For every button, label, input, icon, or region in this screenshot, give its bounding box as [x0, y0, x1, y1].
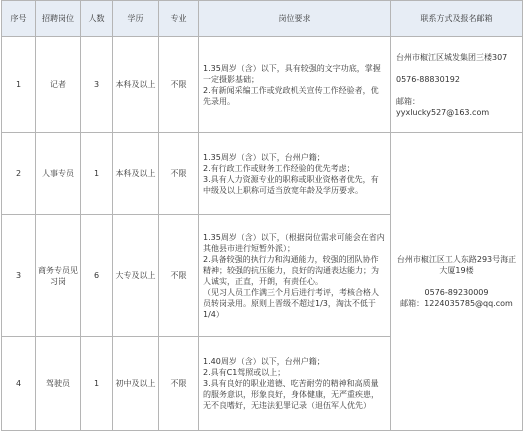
contact-address: 台州市椒江区工人东路293号海正大厦19楼 — [396, 255, 517, 275]
contact-address: 台州市椒江区城发集团三楼307 — [396, 52, 508, 62]
cell-position: 人事专员 — [36, 133, 81, 215]
requirement-line: 2.具有C1驾照或以上； — [203, 368, 286, 377]
cell-no: 3 — [2, 215, 36, 337]
contact-email: yyxlucky527@163.com — [396, 107, 490, 117]
contact-phone: 0576-88830192 — [396, 74, 460, 84]
cell-no: 4 — [2, 337, 36, 431]
cell-requirements — [199, 37, 391, 133]
cell-requirements — [199, 215, 391, 337]
contact-phone: 0576-89230009 — [424, 288, 489, 297]
header-no: 序号 — [2, 1, 36, 37]
requirement-line: 2.有新闻采编工作或党政机关宣传工作经验者，优先录用。 — [203, 85, 379, 106]
contact-email-label: 邮箱： — [396, 96, 420, 106]
cell-position: 商务专员见习岗 — [36, 215, 81, 337]
requirement-line: 1.35周岁（含）以下，台州户籍； — [203, 152, 325, 162]
requirement-line: 3.具有人力资源专业的职称或职业资格者优先，有中级及以上职称可适当放宽年龄及学历要求。 — [203, 174, 379, 195]
cell-requirements — [199, 133, 391, 215]
header-education: 学历 — [113, 1, 159, 37]
requirement-line: 3.具有良好的职业道德、吃苦耐劳的精神和高质量的服务意识，形象良好，身体健康，无严重疾患，无不良嗜好，无违法犯罪记录（退伍军人优先） — [203, 379, 379, 410]
recruitment-table — [1, 0, 523, 431]
cell-count: 3 — [81, 37, 113, 133]
cell-major: 不限 — [159, 215, 199, 337]
cell-education: 初中及以上 — [113, 337, 159, 431]
cell-major: 不限 — [159, 133, 199, 215]
table-row — [2, 37, 523, 133]
header-position: 招聘岗位 — [36, 1, 81, 37]
requirement-line: 2.有行政工作或财务工作经验的优先考虑； — [203, 163, 355, 173]
header-requirements: 岗位要求 — [199, 1, 391, 37]
cell-no: 2 — [2, 133, 36, 215]
cell-position: 记者 — [36, 37, 81, 133]
header-row — [2, 1, 523, 37]
table-row — [2, 133, 523, 215]
cell-major: 不限 — [159, 37, 199, 133]
requirement-line: （见习人员工作满三个月后进行考评，考核合格人员转岗录用。原则上晋级不超过1/3，淘汰不低于1/4） — [203, 287, 379, 319]
cell-position: 驾驶员 — [36, 337, 81, 431]
header-contact: 联系方式及报名邮箱 — [391, 1, 523, 37]
cell-count: 1 — [81, 133, 113, 215]
cell-education: 本科及以上 — [113, 133, 159, 215]
requirement-line: 1.35周岁（含）以下，具有较强的文字功底，掌握一定摄影基础； — [203, 63, 381, 84]
header-major: 专业 — [159, 1, 199, 37]
cell-count: 1 — [81, 337, 113, 431]
requirement-line: 1.35周岁（含）以下，（根据岗位需求可能会在省内其他县市进行短暂外派）； — [203, 232, 385, 253]
requirement-line: 1.40周岁（含）以下，台州户籍； — [203, 357, 325, 366]
cell-education: 本科及以上 — [113, 37, 159, 133]
header-count: 人数 — [81, 1, 113, 37]
cell-major: 不限 — [159, 337, 199, 431]
requirement-line: 2.具备较强的执行力和沟通能力，较强的团队协作精神；较强的抗压能力，良好的沟通表达能力；为人诚实，正直，开朗，有责任心。 — [203, 254, 379, 286]
cell-no: 1 — [2, 37, 36, 133]
cell-education: 大专及以上 — [113, 215, 159, 337]
cell-count: 6 — [81, 215, 113, 337]
cell-contact — [391, 37, 523, 133]
cell-contact — [391, 133, 523, 431]
cell-requirements — [199, 337, 391, 431]
contact-email: 邮箱：1224035785@qq.com — [400, 299, 513, 308]
